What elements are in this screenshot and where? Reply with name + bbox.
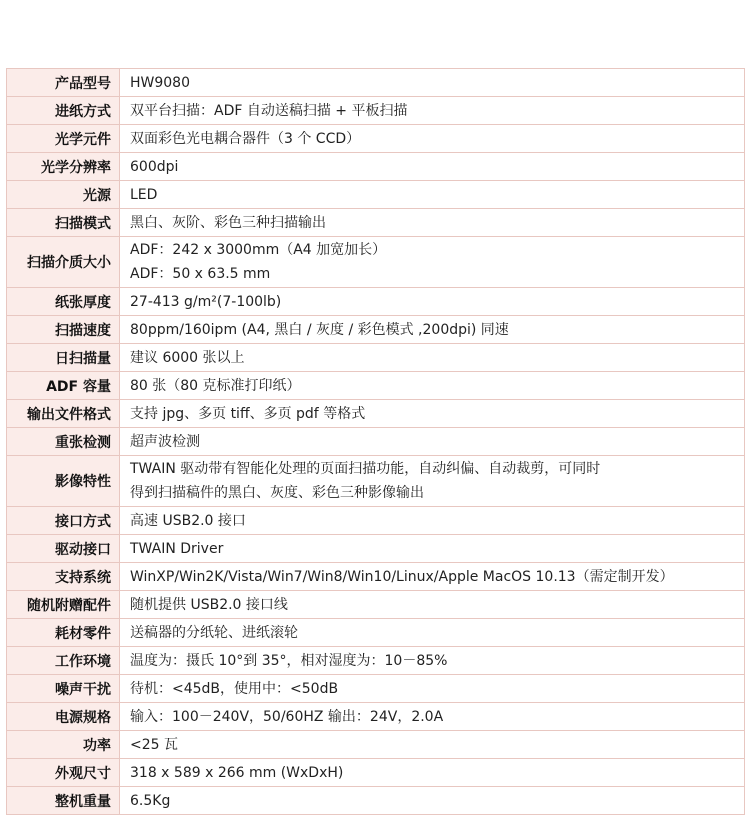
spec-value	[120, 400, 745, 428]
spec-value	[120, 209, 745, 237]
spec-value	[120, 787, 745, 815]
spec-value-line: 27-413 g/m²(7-100lb)	[130, 293, 282, 310]
spec-value-line: 80 张（80 克标准打印纸）	[130, 377, 301, 394]
spec-row	[7, 787, 745, 815]
spec-value	[120, 97, 745, 125]
spec-label: 工作环境	[7, 647, 120, 675]
spec-value-line: TWAIN 驱动带有智能化处理的页面扫描功能，自动纠偏、自动裁剪，可同时	[130, 461, 601, 477]
spec-label: 扫描模式	[7, 209, 120, 237]
spec-label: 光学元件	[7, 125, 120, 153]
spec-value-line: 得到扫描稿件的黑白、灰度、彩色三种影像输出	[130, 485, 424, 501]
spec-value-line: 建议 6000 张以上	[130, 349, 245, 366]
spec-row	[7, 703, 745, 731]
spec-label: 光源	[7, 181, 120, 209]
spec-label: 整机重量	[7, 787, 120, 815]
spec-label: 噪声干扰	[7, 675, 120, 703]
spec-value-line: 黑白、灰阶、彩色三种扫描输出	[130, 214, 326, 231]
spec-table	[6, 68, 745, 815]
spec-row	[7, 316, 745, 344]
spec-value	[120, 507, 745, 535]
spec-row	[7, 97, 745, 125]
spec-row	[7, 181, 745, 209]
spec-value-line: ADF：50 x 63.5 mm	[130, 266, 271, 282]
spec-row	[7, 237, 745, 288]
spec-value	[120, 153, 745, 181]
spec-value-line: 输入：100－240V，50/60HZ 输出：24V，2.0A	[130, 708, 444, 725]
spec-value	[120, 647, 745, 675]
spec-row	[7, 759, 745, 787]
spec-label: 纸张厚度	[7, 288, 120, 316]
spec-label: 产品型号	[7, 69, 120, 97]
spec-label: 光学分辨率	[7, 153, 120, 181]
spec-label: ADF 容量	[7, 372, 120, 400]
spec-row	[7, 372, 745, 400]
spec-row	[7, 563, 745, 591]
spec-row	[7, 209, 745, 237]
spec-label: 日扫描量	[7, 344, 120, 372]
spec-row	[7, 591, 745, 619]
spec-value	[120, 619, 745, 647]
spec-value	[120, 237, 745, 288]
spec-value-line: 超声波检测	[130, 433, 200, 450]
spec-value-line: 双平台扫描：ADF 自动送稿扫描 + 平板扫描	[130, 102, 408, 119]
spec-label: 电源规格	[7, 703, 120, 731]
spec-row	[7, 125, 745, 153]
spec-row	[7, 69, 745, 97]
spec-value	[120, 372, 745, 400]
spec-value-line: 80ppm/160ipm (A4, 黑白 / 灰度 / 彩色模式 ,200dpi) 同速	[130, 321, 509, 338]
spec-value-line: WinXP/Win2K/Vista/Win7/Win8/Win10/Linux/Apple MacOS 10.13（需定制开发）	[130, 568, 674, 585]
spec-value-line: HW9080	[130, 74, 190, 91]
spec-row	[7, 344, 745, 372]
spec-value-line: 随机提供 USB2.0 接口线	[130, 596, 288, 613]
spec-value	[120, 344, 745, 372]
spec-row	[7, 731, 745, 759]
spec-value	[120, 563, 745, 591]
spec-label: 功率	[7, 731, 120, 759]
spec-value-line: 待机：<45dB，使用中：<50dB	[130, 680, 339, 697]
spec-value-line: 高速 USB2.0 接口	[130, 512, 246, 529]
spec-value-line: ADF：242 x 3000mm（A4 加宽加长）	[130, 242, 387, 258]
spec-value	[120, 69, 745, 97]
spec-row	[7, 619, 745, 647]
spec-label: 进纸方式	[7, 97, 120, 125]
spec-label: 支持系统	[7, 563, 120, 591]
spec-row	[7, 288, 745, 316]
spec-row	[7, 428, 745, 456]
spec-value	[120, 181, 745, 209]
spec-label: 驱动接口	[7, 535, 120, 563]
spec-value	[120, 591, 745, 619]
spec-value	[120, 456, 745, 507]
spec-value	[120, 703, 745, 731]
spec-label: 扫描速度	[7, 316, 120, 344]
spec-row	[7, 535, 745, 563]
spec-row	[7, 456, 745, 507]
spec-value	[120, 759, 745, 787]
spec-value-line: LED	[130, 186, 158, 203]
spec-row	[7, 153, 745, 181]
spec-row	[7, 647, 745, 675]
spec-label: 随机附赠配件	[7, 591, 120, 619]
spec-value	[120, 731, 745, 759]
spec-value-line: 温度为：摄氏 10°到 35°，相对湿度为：10－85%	[130, 652, 448, 669]
spec-table-body	[7, 69, 745, 815]
spec-value-line: 支持 jpg、多页 tiff、多页 pdf 等格式	[130, 405, 366, 422]
spec-value-line: <25 瓦	[130, 736, 178, 753]
spec-label: 输出文件格式	[7, 400, 120, 428]
spec-label: 外观尺寸	[7, 759, 120, 787]
spec-label: 重张检测	[7, 428, 120, 456]
spec-value	[120, 428, 745, 456]
spec-label: 耗材零件	[7, 619, 120, 647]
spec-value-line: 6.5Kg	[130, 792, 171, 809]
spec-value-line: 双面彩色光电耦合器件（3 个 CCD）	[130, 130, 361, 147]
spec-label: 影像特性	[7, 456, 120, 507]
spec-row	[7, 675, 745, 703]
spec-value-line: 318 x 589 x 266 mm (WxDxH)	[130, 764, 344, 781]
spec-value-line: TWAIN Driver	[130, 540, 224, 557]
spec-value-line: 送稿器的分纸轮、进纸滚轮	[130, 624, 298, 641]
spec-value	[120, 316, 745, 344]
spec-value-line: 600dpi	[130, 158, 179, 175]
spec-label: 接口方式	[7, 507, 120, 535]
spec-row	[7, 400, 745, 428]
spec-label: 扫描介质大小	[7, 237, 120, 288]
spec-value	[120, 675, 745, 703]
spec-value	[120, 288, 745, 316]
spec-value	[120, 125, 745, 153]
spec-value	[120, 535, 745, 563]
spec-row	[7, 507, 745, 535]
